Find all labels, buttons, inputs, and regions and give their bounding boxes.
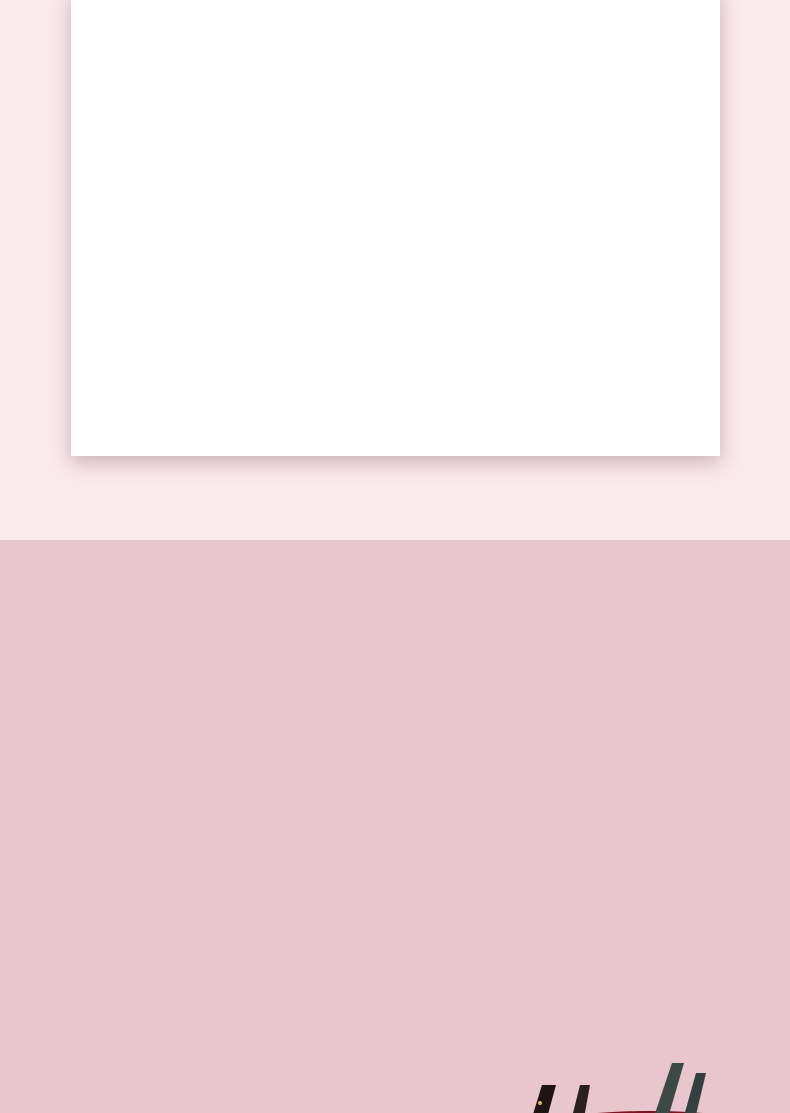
chopsticks-product-image (430, 1053, 790, 1113)
spec-document (71, 0, 720, 456)
style-banner (0, 540, 790, 1113)
spec-section (0, 0, 790, 540)
contour-line-pattern (0, 540, 790, 1113)
